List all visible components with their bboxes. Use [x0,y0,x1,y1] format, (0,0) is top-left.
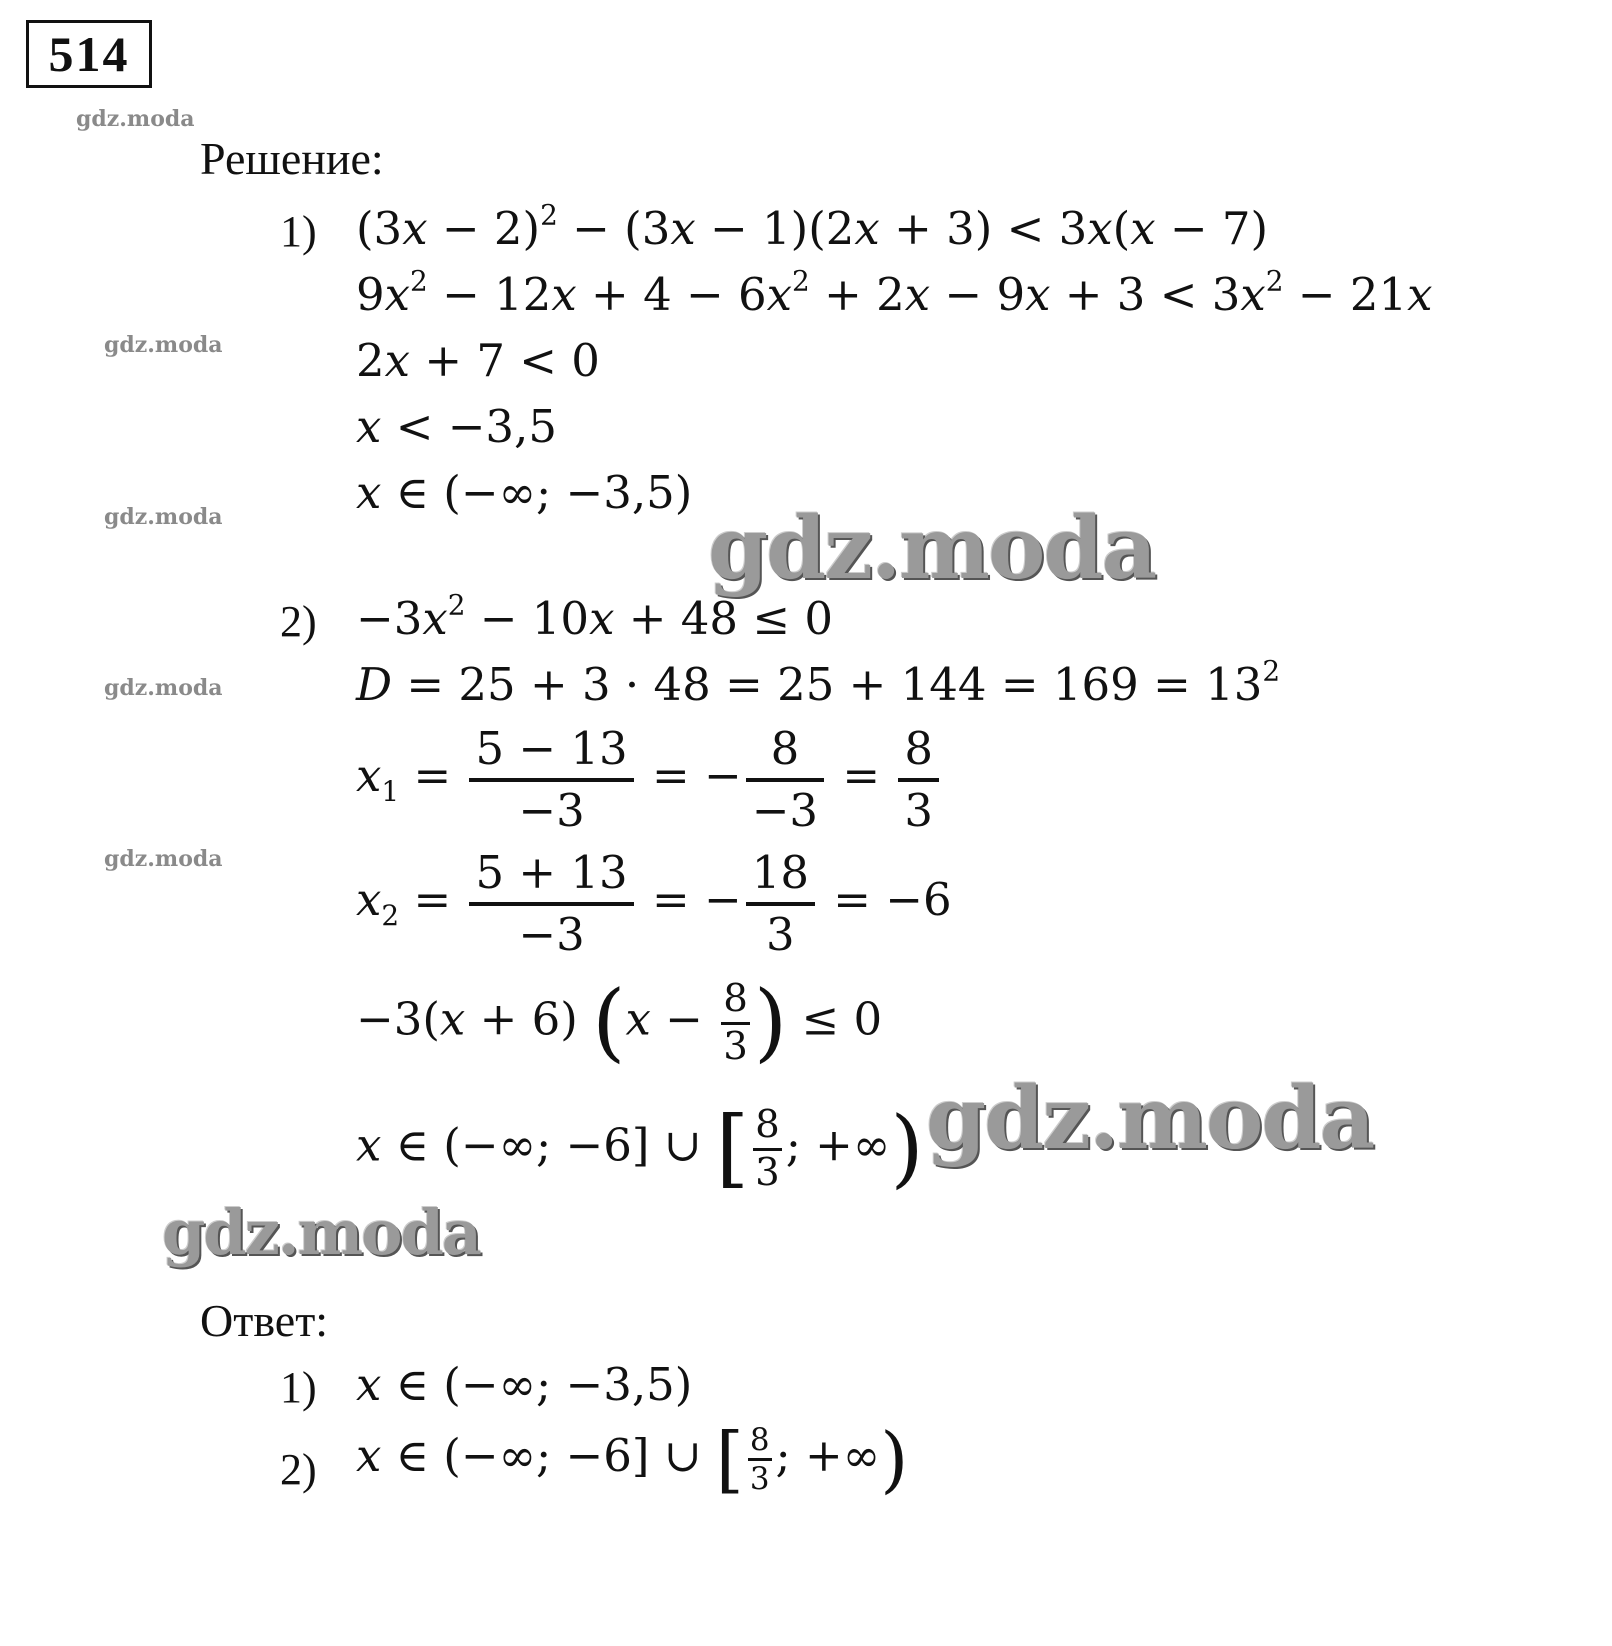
watermark-small: gdz.moda [104,332,223,358]
root-x2-line: $x_2$ = $\frac{5 + 13}{-3}$ = − $\frac{18}{3}$ = −6 [356,846,952,961]
fraction: $\frac{5 - 13}{-3}$ [469,724,633,835]
watermark-small: gdz.moda [104,846,223,872]
answer2: x ∈ (−∞; −6] ∪ [ $\frac{8}{3}$ ; +∞) [356,1417,909,1501]
answer-heading: Ответ: [200,1295,329,1346]
answer1: x ∈ (−∞; −3,5) [356,1358,693,1411]
part1-line4: x < −3,5 [356,400,557,453]
fraction: $\frac{8}{3}$ [755,1101,780,1195]
fraction: $\frac{5 + 13}{-3}$ [469,848,633,959]
watermark-small: gdz.moda [104,504,223,530]
answer1-number: 1) [280,1363,317,1412]
fraction: $\frac{8}{3}$ [898,724,939,835]
problem-number: 514 [26,20,152,88]
fraction: $\frac{18}{3}$ [746,848,815,959]
watermark-large: gdz.moda [926,1068,1374,1169]
watermark-large: gdz.moda [162,1196,480,1269]
watermark-small: gdz.moda [104,675,223,701]
part1-line5: x ∈ (−∞; −3,5) [356,466,693,519]
answer2-number: 2) [280,1445,317,1494]
fraction: $\frac{8}{3}$ [723,975,748,1069]
part1-line3: 2x + 7 < 0 [356,334,600,387]
solution-heading: Решение: [200,133,384,184]
root-x1-line: $x_1$ = $\frac{5 - 13}{-3}$ = − $\frac{8}{-3}$ = $\frac{8}{3}$ [356,724,943,835]
fraction: $\frac{8}{3}$ [749,1422,770,1498]
fraction: $\frac{8}{-3}$ [746,724,824,835]
part2-result: x ∈ (−∞; −6] ∪ [ $\frac{8}{3}$ ; +∞) [356,1099,924,1198]
watermark-large: gdz.moda [708,498,1156,599]
part1-line1: $(3x - 2)^2 - (3x - 1)(2x + 3) < 3x(x - 7)$ [356,198,1269,255]
part1-number: 1) [280,207,317,256]
part2-line1: $-3x^2 - 10x + 48 \le 0$ [356,588,833,645]
discriminant-line: $D = 25 + 3 \cdot 48 = 25 + 144 = 169 = 13^2$ [356,654,1281,711]
factored-inequality: −3(x + 6) (x − $\frac{8}{3}$ ) ≤ 0 [356,973,883,1072]
part2-number: 2) [280,597,317,646]
watermark-small: gdz.moda [76,106,195,132]
part1-line2: $9x^2 - 12x + 4 - 6x^2 + 2x - 9x + 3 < 3x^2 - 21x$ [356,264,1433,321]
